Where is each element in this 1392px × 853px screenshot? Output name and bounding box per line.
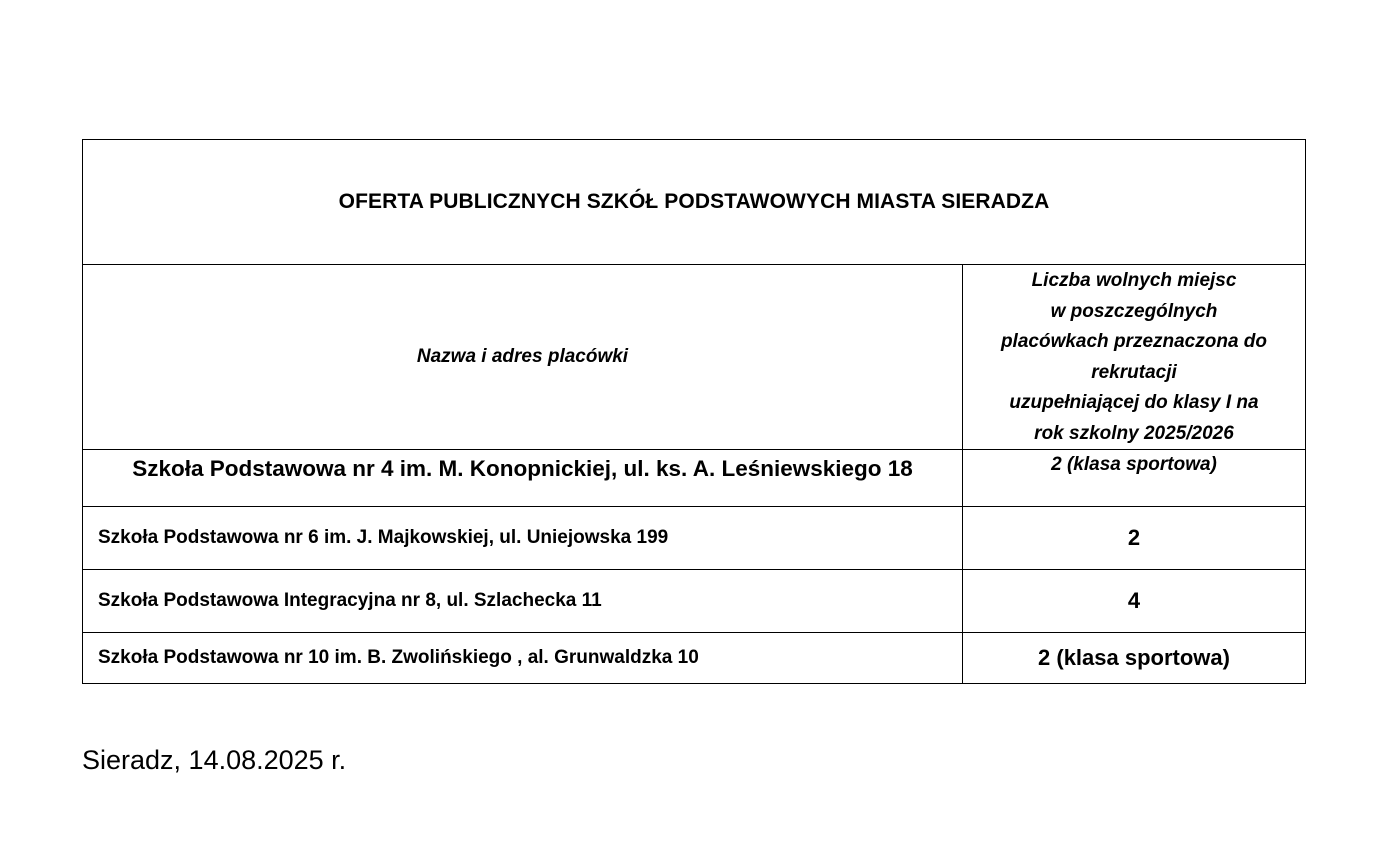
free-places: 2 (klasa sportowa) <box>963 450 1306 507</box>
header-line: w poszczególnych <box>1050 300 1218 322</box>
header-line: placówkach przeznaczona do <box>1000 331 1268 352</box>
table-row <box>83 450 1306 507</box>
school-name: Szkoła Podstawowa nr 6 im. J. Majkowskiej, ul. Uniejowska 199 <box>83 507 963 570</box>
table-row <box>83 633 1306 684</box>
header-line: rekrutacji <box>1091 361 1177 383</box>
table-row <box>83 570 1306 633</box>
header-line: uzupełniającej do klasy I na <box>1009 392 1259 413</box>
school-name: Szkoła Podstawowa nr 4 im. M. Konopnickiej, ul. ks. A. Leśniewskiego 18 <box>83 450 963 507</box>
school-name: Szkoła Podstawowa Integracyjna nr 8, ul. Szlachecka 11 <box>83 570 963 633</box>
column-header-places <box>963 265 1306 450</box>
place-and-date: Sieradz, 14.08.2025 r. <box>82 745 347 775</box>
header-line: Liczba wolnych miejsc <box>1031 270 1237 291</box>
table-header-row <box>83 265 1306 450</box>
table-title: OFERTA PUBLICZNYCH SZKÓŁ PODSTAWOWYCH MIASTA SIERADZA <box>83 140 1306 265</box>
column-header-name: Nazwa i adres placówki <box>83 265 963 450</box>
school-name: Szkoła Podstawowa nr 10 im. B. Zwolińskiego , al. Grunwaldzka 10 <box>83 633 963 684</box>
table-title-row <box>83 140 1306 265</box>
free-places: 2 <box>963 507 1306 570</box>
free-places: 2 (klasa sportowa) <box>963 633 1306 684</box>
schools-offer-table <box>82 139 1306 684</box>
free-places: 4 <box>963 570 1306 633</box>
header-line: rok szkolny 2025/2026 <box>1034 422 1234 444</box>
table-row <box>83 507 1306 570</box>
